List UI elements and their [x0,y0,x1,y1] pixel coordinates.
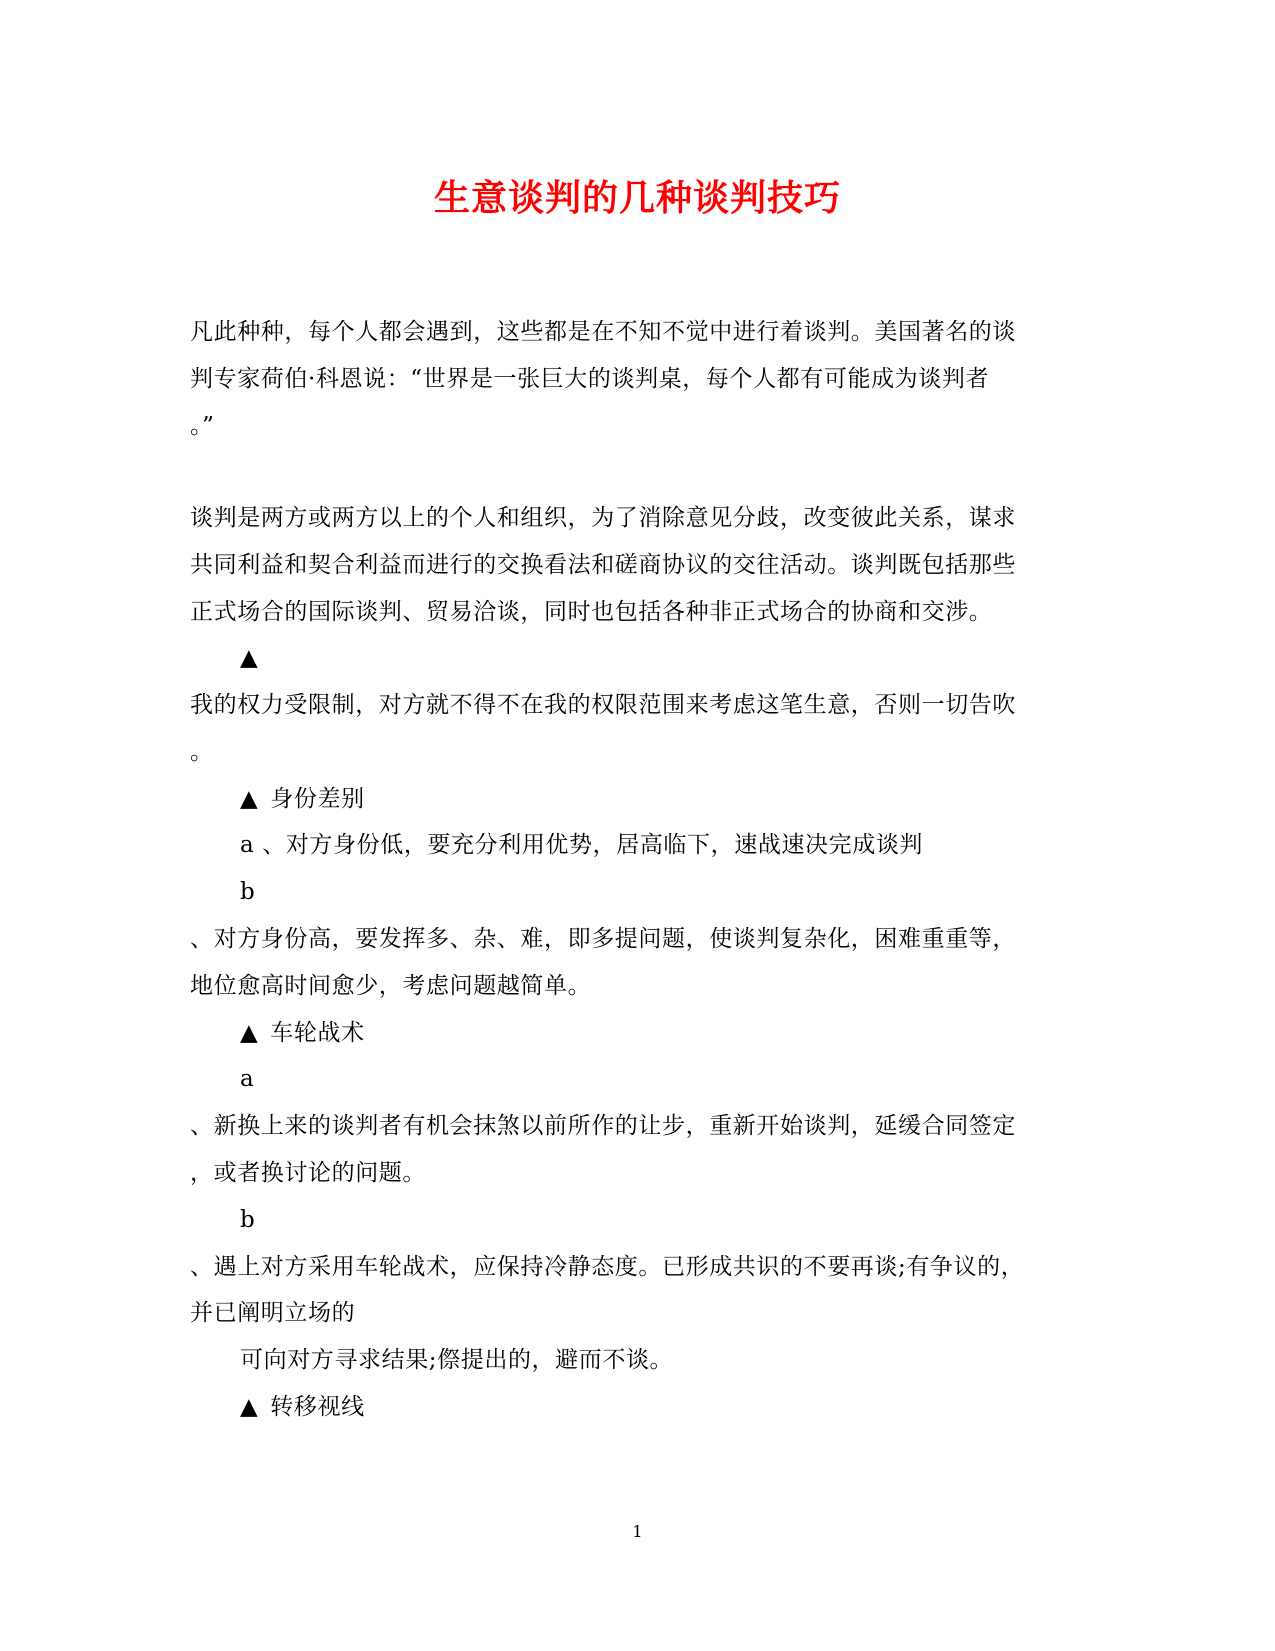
bullet-item [240,1392,365,1422]
triangle-bullet-icon: ▲ [240,645,259,671]
paragraph-line: ，或者换讨论的问题。 [190,1160,426,1186]
paragraph-line: 并已阐明立场的 [190,1300,356,1326]
triangle-bullet-icon: ▲ [240,1020,259,1046]
paragraph-line: 、新换上来的谈判者有机会抹煞以前所作的让步，重新开始谈判，延缓合同签定 [190,1113,1016,1139]
page-number: 1 [632,1522,643,1541]
bullet-label: 身份差别 [270,786,365,812]
paragraph-line: a 、对方身份低，要充分利用优势，居高临下，速战速决完成谈判 [240,832,924,858]
paragraph-line: 地位愈高时间愈少，考虑问题越简单。 [190,973,592,999]
paragraph-line: 。” [190,413,215,439]
paragraph-line: 可向对方寻求结果;傺提出的，避而不谈。 [240,1347,674,1373]
paragraph-line: 共同利益和契合利益而进行的交换看法和磋商协议的交往活动。谈判既包括那些 [190,552,1016,578]
paragraph-line: a [240,1066,255,1092]
paragraph-line: b [240,879,256,905]
triangle-bullet-icon: ▲ [240,1394,259,1420]
triangle-bullet-icon: ▲ [240,786,259,812]
bullet-item [240,643,270,673]
bullet-item [240,1018,365,1048]
paragraph-line: 正式场合的国际谈判、贸易洽谈，同时也包括各种非正式场合的协商和交涉。 [190,599,993,625]
paragraph-line: 判专家荷伯·科恩说：“世界是一张巨大的谈判桌，每个人都有可能成为谈判者 [190,366,990,392]
paragraph-line: b [240,1207,256,1233]
bullet-label: 车轮战术 [270,1020,365,1046]
document-title: 生意谈判的几种谈判技巧 [433,178,841,219]
paragraph-line: 、遇上对方采用车轮战术，应保持冷静态度。已形成共识的不要再谈;有争议的， [190,1254,1025,1280]
bullet-label: 转移视线 [270,1394,365,1420]
paragraph-line: 。 [190,739,214,765]
paragraph-line: 我的权力受限制，对方就不得不在我的权限范围来考虑这笔生意，否则一切告吹 [190,692,1016,718]
paragraph-line: 、对方身份高，要发挥多、杂、难，即多提问题，使谈判复杂化，困难重重等， [190,926,1016,952]
paragraph-line: 凡此种种，每个人都会遇到，这些都是在不知不觉中进行着谈判。美国著名的谈 [190,319,1016,345]
bullet-item [240,784,365,814]
paragraph-line: 谈判是两方或两方以上的个人和组织，为了消除意见分歧，改变彼此关系，谋求 [190,505,1016,531]
